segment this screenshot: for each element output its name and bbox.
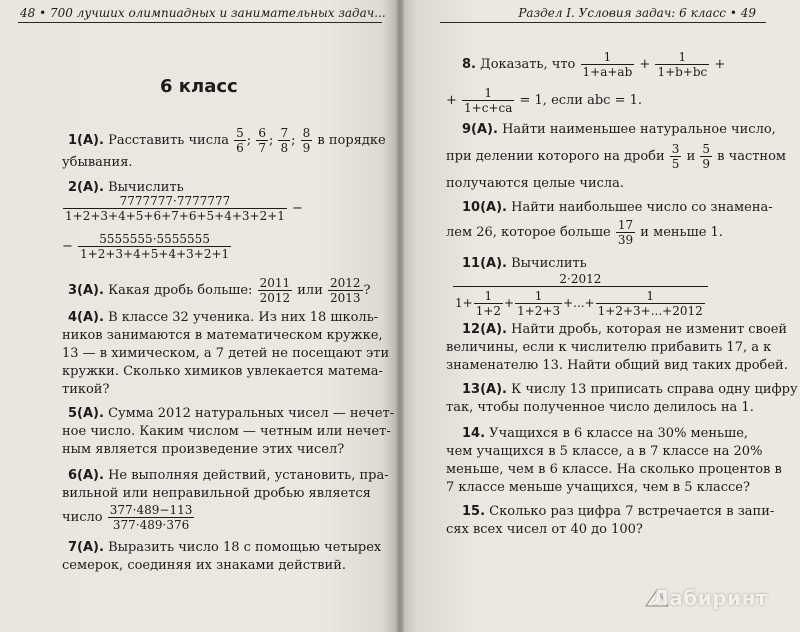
fraction: $\frac{377\cdot 489-113}{377\cdot 489\cdot 376}$ <box>109 503 193 532</box>
problem-6-line2: вильной или неправильной дробью является <box>62 486 371 501</box>
fraction: $\frac{1}{1+a+ab}$ <box>582 50 633 79</box>
fraction: $\frac{7}{8}$ <box>280 126 289 155</box>
fraction: $\frac{3}{5}$ <box>671 142 680 171</box>
problem-1-text-end: в порядке <box>317 133 386 148</box>
fraction: $\frac{5}{6}$ <box>236 126 244 155</box>
left-running-header: 48 • 700 лучших олимпиадных и занимательных задач... <box>20 6 386 20</box>
left-header-rule <box>18 22 382 23</box>
problem-1-label: 1(А). <box>68 133 104 148</box>
fraction: $\frac{2011}{2012}$ <box>259 276 291 305</box>
problem-12-line3: знаменателю 13. Найти общий вид таких дробей. <box>446 358 788 373</box>
problem-9-line3: получаются целые числа. <box>446 176 625 191</box>
fraction: $\frac{17}{39}$ <box>617 218 634 247</box>
fraction: $\frac{1}{1+2}$ <box>475 289 502 318</box>
problem-2-expression-2: − $\frac{5555555\cdot 5555555}{1+2+3+4+5+4+3+2+1}$ <box>62 232 230 261</box>
problem-5-line2: ное число. Каким числом — четным или нечет- <box>62 424 391 439</box>
problem-9-line1: 9(А). Найти наименьшее натуральное число, <box>462 122 776 137</box>
problem-15-line1: 15. Сколько раз цифра 7 встречается в запи- <box>462 504 775 519</box>
problem-11-expression <box>452 272 709 318</box>
problem-13-line1: 13(А). К числу 13 приписать справа одну цифру <box>462 382 798 397</box>
problem-5-line3: ным является произведение этих чисел? <box>62 442 345 457</box>
problem-12-line2: величины, если к числителю прибавить 17, а к <box>446 340 772 355</box>
right-running-header: Раздел I. Условия задач: 6 класс • 49 <box>518 6 756 20</box>
problem-15-line2: сях всех чисел от 40 до 100? <box>446 522 643 537</box>
problem-4-line1: 4(А). В классе 32 ученика. Из них 18 школь- <box>68 310 379 325</box>
fraction: $\frac{8}{9}$ <box>302 126 311 155</box>
problem-14-line2: чем учащихся в 5 классе, а в 7 классе на 20% <box>446 444 763 459</box>
problem-2-expression-1: $\frac{7777777\cdot 7777777}{1+2+3+4+5+6+7+6+5+4+3+2+1}$ − <box>65 194 303 223</box>
book-gutter <box>396 0 404 632</box>
fraction: $\frac{1}{1+c+ca}$ <box>464 86 513 115</box>
watermark: Лабиринт <box>652 586 768 610</box>
problem-9-line2: при делении которого на дроби $\frac{3}{5}$ и $\frac{5}{9}$ в частном <box>446 142 787 171</box>
problem-7-line2: семерок, соединяя их знаками действий. <box>62 558 347 573</box>
fraction: $\frac{6}{7}$ <box>258 126 266 155</box>
problem-1-text: Расставить числа <box>108 133 230 148</box>
problem-10-line2: лем 26, которое больше $\frac{17}{39}$ и меньше 1. <box>446 218 723 247</box>
problem-7-line1: 7(А). Выразить число 18 с помощью четырех <box>68 540 382 555</box>
problem-5-line1: 5(А). Сумма 2012 натуральных чисел — нечет- <box>68 406 395 421</box>
fraction: $\frac{7777777\cdot 7777777}{1+2+3+4+5+6+7+6+5+4+3+2+1}$ <box>65 194 285 223</box>
problem-4-line2: ников занимаются в математическом кружке, <box>62 328 383 343</box>
problem-12-line1: 12(А). Найти дробь, которая не изменит своей <box>462 322 788 337</box>
problem-2-text: Вычислить <box>108 180 184 195</box>
problem-1-line2: убывания. <box>62 155 133 170</box>
fraction: $\frac{2012}{2013}$ <box>330 276 361 305</box>
problem-10-line1: 10(А). Найти наибольшее число со знамена- <box>462 200 773 215</box>
problem-3: 3(А). Какая дробь больше: $\frac{2011}{2012}$ или $\frac{2012}{2013}$ ? <box>68 276 371 305</box>
fraction: $\frac{5555555\cdot 5555555}{1+2+3+4+5+4+3+2+1}$ <box>80 232 230 261</box>
left-page <box>0 0 398 632</box>
problem-6-line3: число $\frac{377\cdot 489-113}{377\cdot 489\cdot 376}$ <box>62 503 193 532</box>
problem-6-line1: 6(А). Не выполняя действий, установить, пра- <box>68 468 389 483</box>
problem-4-line3: 13 — в химическом, а 7 детей не посещают эти <box>62 346 390 361</box>
problem-14-line4: 7 классе меньше учащихся, чем в 5 классе? <box>446 480 750 495</box>
section-title: 6 класс <box>160 76 238 97</box>
fraction: $\frac{1}{1+2+3+...+2012}$ <box>597 289 703 318</box>
problem-1: 1(А). Расставить числа $\frac{5}{6}$ ; $\frac{6}{7}$ ; $\frac{7}{8}$ ; $\frac{8}{9}$ в порядке <box>68 126 386 155</box>
fraction: $\frac{1}{1+2+3}$ <box>517 289 561 318</box>
problem-4-line4: кружки. Сколько химиков увлекается матема- <box>62 364 383 379</box>
nested-fraction: 2·2012 1+ $\frac{1}{1+2}$ + $\frac{1}{1+2+3}$ +...+ $\frac{1}{1+2+3+...+2012}$ <box>453 272 708 318</box>
fraction: $\frac{5}{9}$ <box>702 142 711 171</box>
problem-14-line1: 14. Учащихся в 6 классе на 30% меньше, <box>462 426 749 441</box>
problem-14-line3: меньше, чем в 6 классе. На сколько процентов в <box>446 462 782 477</box>
problem-4-line5: тикой? <box>62 382 110 397</box>
problem-8-line2: + $\frac{1}{1+c+ca}$ = 1, если abc = 1. <box>446 86 643 115</box>
right-page <box>400 0 800 632</box>
problem-3-label: 3(А). <box>68 283 104 298</box>
problem-11-line1: 11(А). Вычислить <box>462 256 587 271</box>
problem-2-label: 2(А). <box>68 180 104 195</box>
problem-8-line1: 8. Доказать, что $\frac{1}{1+a+ab}$ + $\frac{1}{1+b+bc}$ + <box>462 50 726 79</box>
right-header-rule <box>440 22 766 23</box>
fraction: $\frac{1}{1+b+bc}$ <box>657 50 708 79</box>
problem-13-line2: так, чтобы полученное число делилось на 1. <box>446 400 754 415</box>
